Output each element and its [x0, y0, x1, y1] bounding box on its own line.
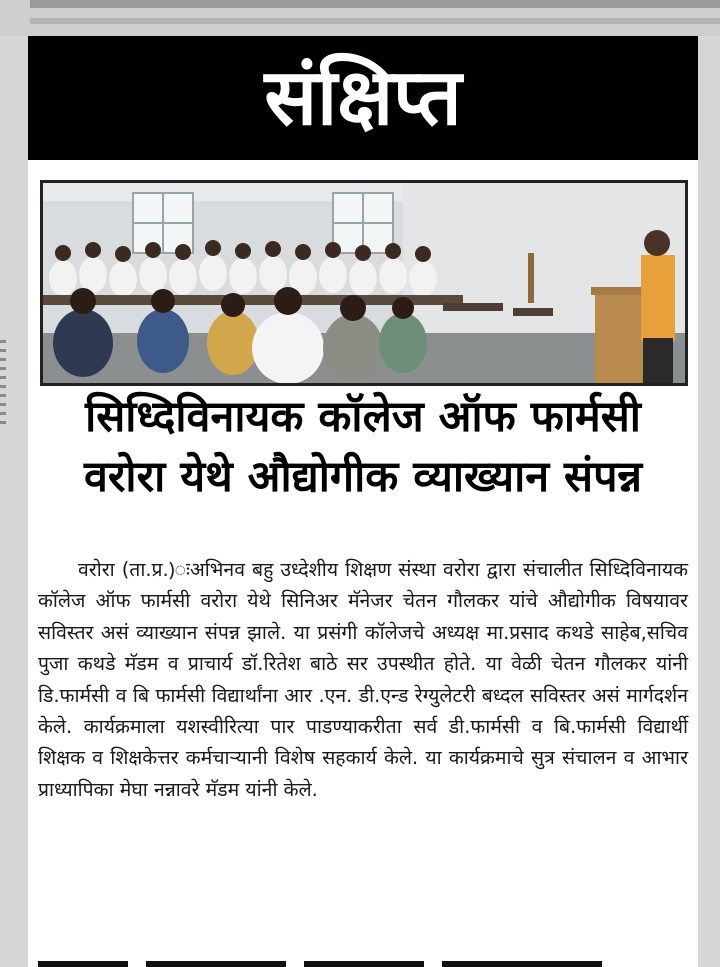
next-article-fragment	[38, 947, 688, 967]
top-border-line-2	[30, 18, 720, 24]
headline-line-2: वरोरा येथे औद्योगीक व्याख्यान संपन्न	[83, 452, 643, 502]
top-background-strip	[0, 0, 720, 36]
headline-line-1: सिध्दिविनायक कॉलेज ऑफ फार्मसी	[85, 392, 641, 442]
article-headline	[28, 388, 698, 508]
lecture-hall-illustration	[43, 183, 685, 383]
event-photo	[40, 180, 688, 386]
left-edge-artifact	[0, 340, 6, 430]
article-body: वरोरा (ता.प्र.)ःअभिनव बहु उध्देशीय शिक्षण संस्था वरोरा द्वारा संचालीत सिध्दिविनायक कॉलेज ऑफ फार्मसी वरोरा येथे सिनिअर मॅनेजर चेतन गौलकर यांचे औद्योगीक विषयावर सविस्तर असं व्याख्यान संपन्न झाले. या प्रसंगी कॉलेजचे अध्यक्ष मा.प्रसाद कथडे साहेब,सचिव पुजा कथडे मॅडम व प्राचार्य डॉ.रितेश बाठे सर उपस्थीत होते. या वेळी चेतन गौलकर यांनी डि.फार्मसी व बि फार्मसी विद्यार्थांना आर .एन. डी.एन्ड रेग्युलेटरी बध्दल सविस्तर असं मार्गदर्शन केले. कार्यक्रमाला यशस्वीरित्या पार पाडण्याकरीता सर्व डी.फार्मसी व बि.फार्मसी विद्यार्थी शिक्षक व शिक्षकेत्तर कर्मचाऱ्यानी विशेष सहकार्य केले. या कार्यक्रमाचे सुत्र संचालन व आभार प्राध्यापिका मेघा नन्नावरे मॅडम यांनी केले.	[38, 558, 688, 801]
section-header-band	[28, 36, 698, 160]
top-border-line	[30, 0, 720, 8]
section-title: संक्षिप्त	[264, 52, 462, 143]
newspaper-clipping	[28, 36, 698, 967]
